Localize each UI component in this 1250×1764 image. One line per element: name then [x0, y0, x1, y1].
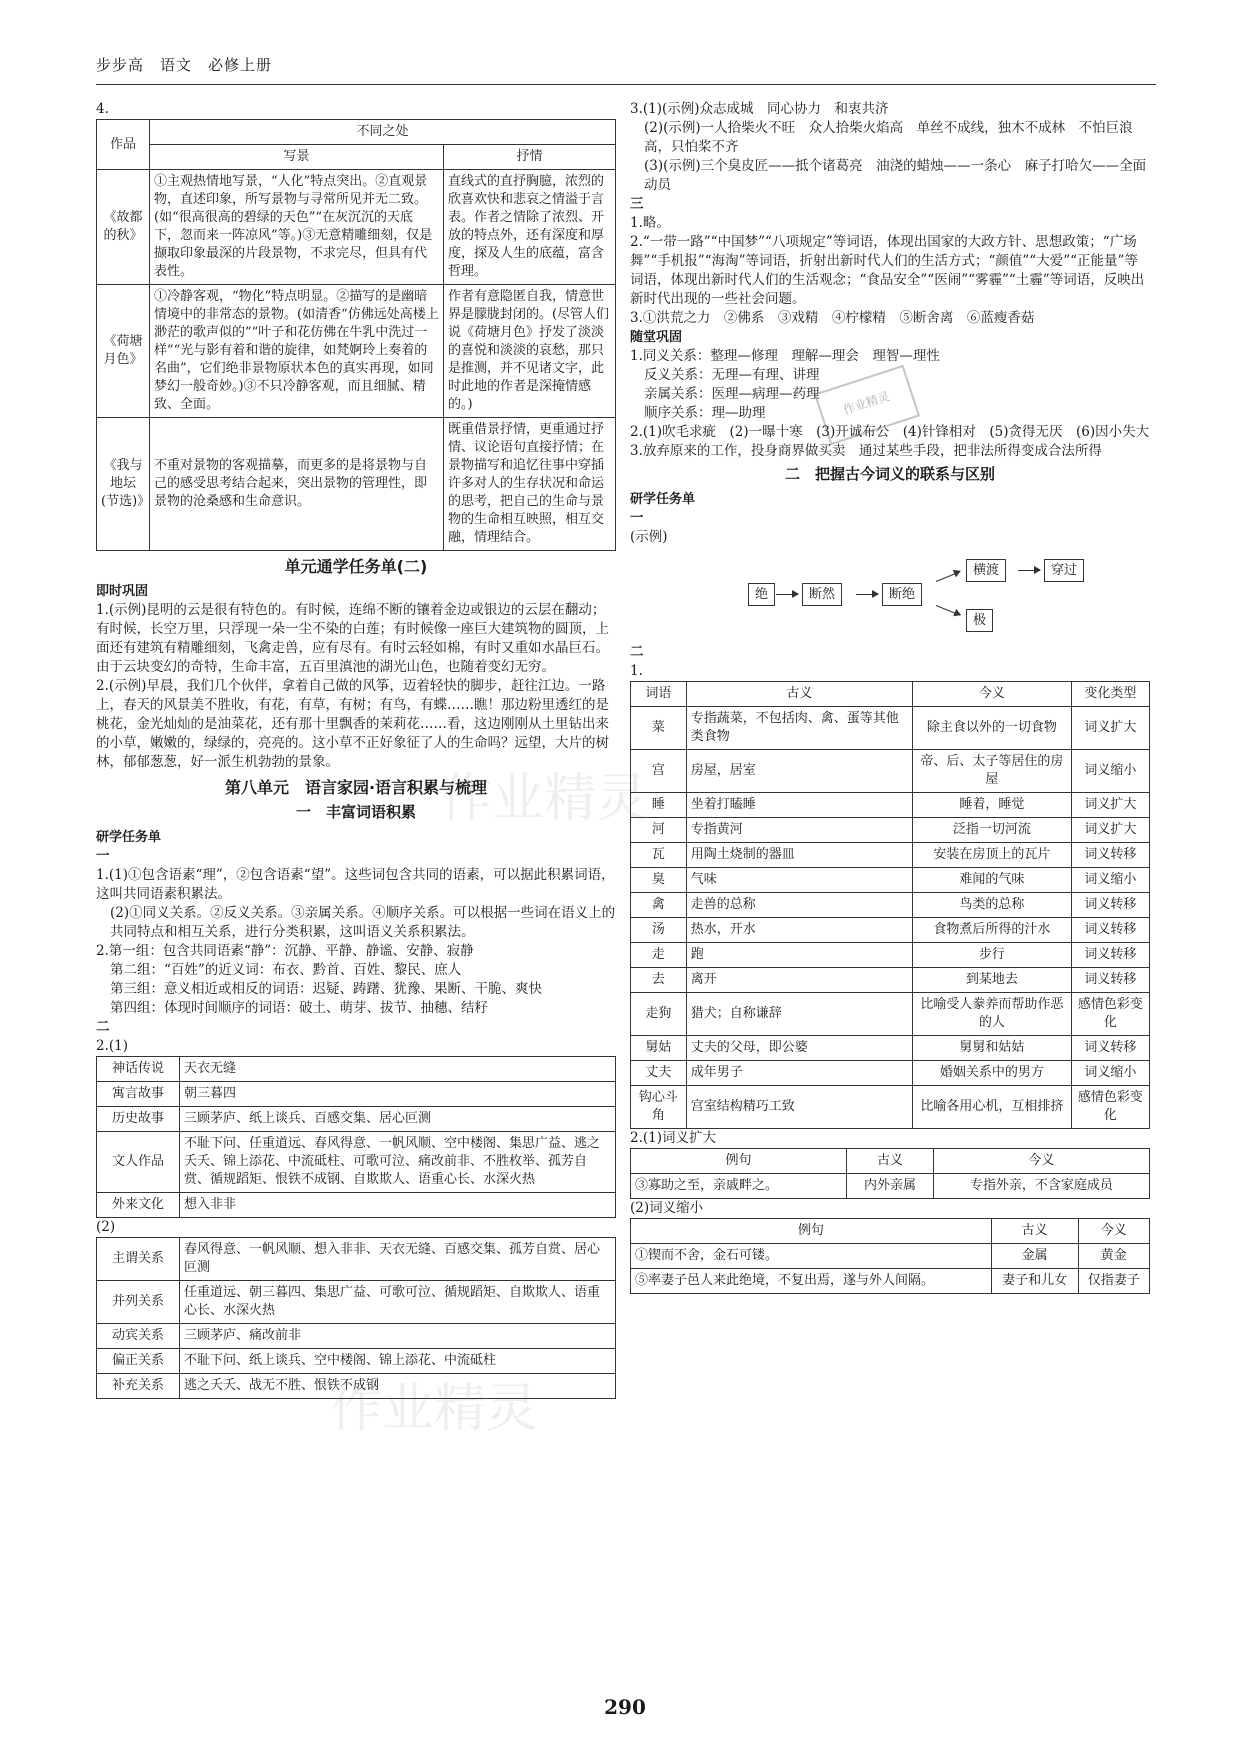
emotion-cell: 既重借景抒情，更重通过抒情、议论语句直接抒情；在景物描写和追忆往事中穿插许多对人的生存状况和命运的思考，把自己的生命与景物的生命相互映照，相互交融，情理结合。 — [443, 418, 615, 551]
table-row — [97, 1349, 616, 1374]
table-row — [631, 918, 1150, 943]
example-label: (示例) — [630, 529, 668, 545]
word-cell: 禽 — [631, 893, 687, 918]
col-header: 变化类型 — [1071, 682, 1149, 707]
type-cell: 词义缩小 — [1071, 1061, 1149, 1086]
table-row — [97, 418, 616, 551]
col-header: 古义 — [686, 682, 912, 707]
answer-line: 反义关系：无理—有理、讲理 — [644, 367, 820, 383]
table-row — [631, 1036, 1150, 1061]
table-row — [631, 993, 1150, 1036]
modern-cell: 鸟类的总称 — [912, 893, 1071, 918]
word-cell: 舅姑 — [631, 1036, 687, 1061]
answer-line: (2)(示例)一人拾柴火不旺 众人拾柴火焰高 单丝不成线，独木不成林 不怕巨浪高，只怕桨不齐 — [644, 120, 1133, 155]
unit-task-title: 单元通学任务单(二) — [284, 557, 428, 576]
type-cell: 词义转移 — [1071, 843, 1149, 868]
table-row — [97, 1281, 616, 1324]
ancient-cell: 宫室结构精巧工致 — [686, 1086, 912, 1129]
answer-line: 第三组：意义相近或相反的词语：迟疑、踌躇、犹豫、果断、干脆、爽快 — [110, 981, 542, 997]
source-table — [96, 1056, 616, 1218]
work-cell: 《故都的秋》 — [97, 170, 150, 285]
yanxue-heading: 研学任务单 — [630, 492, 696, 507]
table-row — [631, 893, 1150, 918]
type-cell: 词义缩小 — [1071, 868, 1149, 893]
value-cell: 不耻下问、任重道远、春风得意、一帆风顺、空中楼阁、集思广益、逃之夭夭、锦上添花、中流砥柱、可歌可泣、痛改前非、不胜枚举、孤芳自赏、循规蹈矩、恨铁不成钢、自欺欺人、语重心长、水深火热 — [180, 1132, 616, 1193]
scene-cell: ①冷静客观，“物化”特点明显。②描写的是幽暗情境中的非常态的景物。(如清香“仿佛远处高楼上渺茫的歌声似的”“叶子和花仿佛在牛乳中洗过一样”“光与影有着和谐的旋律，如梵婀玲上奏着的名曲”，它们绝非景物原状本色的真实再现，如同梦幻一般奇妙。)③不只冷静客观，而且细腻、精致、全面。 — [150, 285, 444, 418]
table-row — [631, 707, 1150, 750]
word-cell: 臭 — [631, 868, 687, 893]
value-cell: 三顾茅庐、纸上谈兵、百感交集、居心叵测 — [180, 1107, 616, 1132]
answer-line: 第二组：“百姓”的近义词：布衣、黔首、百姓、黎民、庶人 — [110, 962, 462, 978]
word-cell: 去 — [631, 968, 687, 993]
modern-cell: 舅舅和姑姑 — [912, 1036, 1071, 1061]
structure-table — [96, 1237, 616, 1399]
flow-node: 断然 — [802, 583, 842, 606]
work-cell: 《我与地坛(节选)》 — [97, 418, 150, 551]
stamp: 作业精灵 — [814, 365, 920, 445]
jishi-answer-2: 2.(示例)早晨，我们几个伙伴，拿着自己做的风筝，迈着轻快的脚步，赶往江边。一路上，春天的风景美不胜收，有花，有草，有树；有鸟，有蝶……瞧！那边粉里透红的是桃花，金光灿灿的是油菜花，还有那十里飘香的茉莉花……看，这边刚刚从土里钻出来的小草，嫩嫩的，绿绿的，亮亮的。这小草不正好象征了人的生命吗？远望，大片的树林，郁郁葱葱，好一派生机勃勃的景象。 — [96, 678, 609, 770]
key-cell: 寓言故事 — [97, 1082, 180, 1107]
ancient-cell: 专指黄河 — [686, 818, 912, 843]
col-header: 今义 — [1078, 1219, 1149, 1244]
ancient-cell: 走兽的总称 — [686, 893, 912, 918]
key-cell: 主谓关系 — [97, 1238, 180, 1281]
modern-cell: 专指外亲，不含家庭成员 — [933, 1174, 1149, 1199]
flow-arrow — [776, 594, 798, 595]
unit8-title: 第八单元 语言家园·语言积累与梳理 — [224, 778, 488, 797]
part-er: 二 — [630, 644, 644, 660]
table-row — [631, 750, 1150, 793]
table-row — [631, 868, 1150, 893]
modern-cell: 帝、后、太子等居住的房屋 — [912, 750, 1071, 793]
ancient-cell: 专指蔬菜，不包括肉、禽、蛋等其他类食物 — [686, 707, 912, 750]
header-rule — [96, 84, 1156, 85]
word-cell: 丈夫 — [631, 1061, 687, 1086]
table-row — [631, 1269, 1150, 1294]
word-cell: 汤 — [631, 918, 687, 943]
value-cell: 任重道远、朝三暮四、集思广益、可歌可泣、循规蹈矩、自欺欺人、语重心长、水深火热 — [180, 1281, 616, 1324]
modern-cell: 仅指妻子 — [1078, 1269, 1149, 1294]
page-header: 步步高 语文 必修上册 — [96, 56, 273, 74]
answer-line: 2.第一组：包含共同语素“静”：沉静、平静、静谧、安静、寂静 — [96, 943, 474, 959]
ancient-cell: 离开 — [686, 968, 912, 993]
answer-line: 3.放弃原来的工作，投身商界做买卖 通过某些手段，把非法所得变成合法所得 — [630, 443, 1102, 459]
modern-cell: 食物煮后所得的汁水 — [912, 918, 1071, 943]
ancient-cell: 内外亲属 — [847, 1174, 934, 1199]
table-row — [97, 1238, 616, 1281]
comparison-table — [96, 119, 616, 551]
ancient-cell: 成年男子 — [686, 1061, 912, 1086]
key-cell: 偏正关系 — [97, 1349, 180, 1374]
type-cell: 感情色彩变化 — [1071, 993, 1149, 1036]
table-row — [631, 1061, 1150, 1086]
part-san: 三 — [630, 196, 644, 212]
modern-cell: 睡着，睡觉 — [912, 793, 1071, 818]
word-change-table — [630, 681, 1150, 1129]
type-cell: 词义转移 — [1071, 918, 1149, 943]
flow-node: 断绝 — [882, 583, 922, 606]
emotion-cell: 作者有意隐匿自我，情意世界是朦胧封闭的。(尽管人们说《荷塘月色》抒发了淡淡的喜悦和淡淡的哀愁，那只是推测，并不见诸文字，此时此地的作者是深掩情感的。) — [443, 285, 615, 418]
section-1-title: 一 丰富词语积累 — [295, 803, 416, 821]
ancient-cell: 热水，开水 — [686, 918, 912, 943]
answer-line: 3.①洪荒之力 ②佛系 ③戏精 ④柠檬精 ⑤断舍离 ⑥蓝瘦香菇 — [630, 310, 1035, 326]
key-cell: 历史故事 — [97, 1107, 180, 1132]
key-cell: 文人作品 — [97, 1132, 180, 1193]
scene-cell: 不重对景物的客观描摹，而更多的是将景物与自己的感受思考结合起来，突出景物的管理性，即景物的沧桑感和生命意识。 — [150, 418, 444, 551]
value-cell: 春风得意、一帆风顺、想入非非、天衣无缝、百感交集、孤芳自赏、居心叵测 — [180, 1238, 616, 1281]
modern-cell: 除主食以外的一切食物 — [912, 707, 1071, 750]
key-cell: 动宾关系 — [97, 1324, 180, 1349]
type-cell: 感情色彩变化 — [1071, 1086, 1149, 1129]
table-row — [631, 1086, 1150, 1129]
answer-line: 1.同义关系：整理—修理 理解—理会 理智—理性 — [630, 348, 940, 364]
answer-line: (3)(示例)三个臭皮匠——抵个诸葛亮 油浇的蜡烛——一条心 麻子打哈欠——全面动员 — [644, 158, 1147, 193]
col-header: 今义 — [912, 682, 1071, 707]
ancient-cell: 妻子和儿女 — [991, 1269, 1078, 1294]
ancient-cell: 气味 — [686, 868, 912, 893]
flow-arrow — [1018, 570, 1040, 571]
word-cell: 河 — [631, 818, 687, 843]
modern-cell: 安装在房顶上的瓦片 — [912, 843, 1071, 868]
answer-line: (2)①同义关系。②反义关系。③亲属关系。④顺序关系。可以根据一些词在语义上的共同特点和相互关系，进行分类积累，这叫语义关系积累法。 — [110, 905, 616, 940]
modern-cell: 黄金 — [1078, 1244, 1149, 1269]
word-cell: 走狗 — [631, 993, 687, 1036]
scene-cell: ①主观热情地写景，“人化”特点突出。②直观景物，直述印象，所写景物与寻常所见并无二致。(如“很高很高的碧绿的天色”“在灰沉沉的天底下，忽而来一阵凉风”等。)③无意精雕细刻，仅是撷取印象最深的片段景物，不求完尽，但具有代表性。 — [150, 170, 444, 285]
flow-node: 穿过 — [1044, 559, 1084, 582]
type-cell: 词义转移 — [1071, 1036, 1149, 1061]
table-row — [631, 793, 1150, 818]
answer-line: 第四组：体现时间顺序的词语：破土、萌芽、拔节、抽穗、结籽 — [110, 1000, 488, 1016]
page-number: 290 — [604, 1695, 646, 1719]
flow-arrow — [856, 594, 878, 595]
answer-line: 顺序关系：理—助理 — [644, 405, 766, 421]
flow-node: 横渡 — [966, 559, 1006, 582]
table-row — [631, 968, 1150, 993]
type-cell: 词义扩大 — [1071, 707, 1149, 750]
table5-label: 2.(1)词义扩大 — [630, 1130, 717, 1146]
part-er: 二 — [96, 1019, 110, 1035]
type-cell: 词义转移 — [1071, 943, 1149, 968]
example-cell: ⑤率妻子邑人来此绝境，不复出焉，遂与外人间隔。 — [631, 1269, 992, 1294]
part-yi: 一 — [630, 510, 644, 526]
col-header: 例句 — [631, 1219, 992, 1244]
answer-line: 2.“一带一路”“中国梦”“八项规定”等词语，体现出国家的大政方针、思想政策；“广场舞”“手机报”“海淘”等词语，折射出新时代人们的生活方式；“颜值”“大爱”“正能量”等词语，体现出新时代人们的生活观念；“食品安全”“医闹”“雾霾”“土霾”等词语，反映出新时代出现的一些社会问题。 — [630, 234, 1145, 307]
watermark: 作业精灵 — [440, 769, 649, 829]
key-cell: 并列关系 — [97, 1281, 180, 1324]
table-row — [631, 843, 1150, 868]
answer-line: 亲属关系：医理—病理—药理 — [644, 386, 820, 402]
col-header: 古义 — [847, 1149, 934, 1174]
value-cell: 想入非非 — [180, 1193, 616, 1218]
part-yi: 一 — [96, 848, 110, 864]
col-header: 今义 — [933, 1149, 1149, 1174]
table-row — [97, 285, 616, 418]
word-meaning-flow — [630, 555, 1150, 635]
answer-line: 2.(1)吹毛求疵 (2)一曝十寒 (3)开诚布公 (4)针锋相对 (5)贪得无厌 (6)因小失大 — [630, 424, 1150, 440]
type-cell: 词义转移 — [1071, 968, 1149, 993]
ancient-cell: 丈夫的父母，即公婆 — [686, 1036, 912, 1061]
type-cell: 词义扩大 — [1071, 793, 1149, 818]
modern-cell: 难闻的气味 — [912, 868, 1071, 893]
table-row — [97, 1082, 616, 1107]
section-2-title: 二 把握古今词义的联系与区别 — [784, 465, 995, 483]
value-cell: 不耻下问、纸上谈兵、空中楼阁、锦上添花、中流砥柱 — [180, 1349, 616, 1374]
table-row — [631, 1244, 1150, 1269]
type-cell: 词义缩小 — [1071, 750, 1149, 793]
ancient-cell: 房屋，居室 — [686, 750, 912, 793]
table6-label: (2)词义缩小 — [630, 1200, 704, 1216]
q4-number: 4. — [96, 101, 109, 117]
key-cell: 神话传说 — [97, 1057, 180, 1082]
suitang-heading: 随堂巩固 — [630, 330, 683, 345]
flow-node: 绝 — [748, 583, 775, 606]
word-cell: 瓦 — [631, 843, 687, 868]
table4-label: 1. — [630, 663, 643, 679]
answer-line: 1.(1)①包含语素“理”，②包含语素“望”。这些词包含共同的语素，可以据此积累词语，这叫共同语素积累法。 — [96, 867, 615, 902]
word-cell: 钩心斗角 — [631, 1086, 687, 1129]
value-cell: 三顾茅庐、痛改前非 — [180, 1324, 616, 1349]
ancient-cell: 用陶土烧制的器皿 — [686, 843, 912, 868]
th-emotion: 抒情 — [443, 145, 615, 170]
narrowing-table — [630, 1218, 1150, 1294]
table-row — [97, 1193, 616, 1218]
table-row — [97, 1132, 616, 1193]
flow-node: 极 — [966, 609, 993, 632]
table-row — [97, 170, 616, 285]
right-column — [630, 100, 1150, 1294]
left-column — [96, 100, 616, 1399]
word-cell: 菜 — [631, 707, 687, 750]
work-cell: 《荷塘月色》 — [97, 285, 150, 418]
yanxue-heading: 研学任务单 — [96, 830, 162, 845]
modern-cell: 婚姻关系中的男方 — [912, 1061, 1071, 1086]
table-row — [631, 1174, 1150, 1199]
table2-label: 2.(1) — [96, 1038, 129, 1054]
example-cell: ③寡助之至，亲戚畔之。 — [631, 1174, 847, 1199]
example-cell: ①锲而不舍，金石可镂。 — [631, 1244, 992, 1269]
table-row — [631, 818, 1150, 843]
modern-cell: 比喻受人豢养而帮助作恶的人 — [912, 993, 1071, 1036]
type-cell: 词义转移 — [1071, 893, 1149, 918]
table-row — [97, 1324, 616, 1349]
col-header: 词语 — [631, 682, 687, 707]
watermark: 作业精灵 — [330, 1379, 539, 1439]
value-cell: 朝三暮四 — [180, 1082, 616, 1107]
table3-label: (2) — [96, 1219, 116, 1235]
modern-cell: 泛指一切河流 — [912, 818, 1071, 843]
col-header: 例句 — [631, 1149, 847, 1174]
th-work: 作品 — [97, 120, 150, 170]
key-cell: 补充关系 — [97, 1374, 180, 1399]
flow-arrow — [936, 605, 960, 616]
jishi-answer-1: 1.(示例)昆明的云是很有特色的。有时候，连绵不断的镶着金边或银边的云层在翻动；有时候，长空万里，只浮现一朵一尘不染的白莲；有时候像一座巨大建筑物的圆顶，上面还有建筑有精雕细刻，飞禽走兽，应有尽有。有时云轻如棉，有时又重如水晶巨石。由于云块变幻的奇特，生命丰富，五百里滇池的湖光山色，也随着变幻无穷。 — [96, 602, 609, 675]
modern-cell: 步行 — [912, 943, 1071, 968]
ancient-cell: 跑 — [686, 943, 912, 968]
expansion-table — [630, 1148, 1150, 1199]
key-cell: 外来文化 — [97, 1193, 180, 1218]
word-cell: 睡 — [631, 793, 687, 818]
th-diff: 不同之处 — [150, 120, 616, 145]
modern-cell: 比喻各用心机，互相排挤 — [912, 1086, 1071, 1129]
answer-line: 1.略。 — [630, 215, 670, 231]
col-header: 古义 — [991, 1219, 1078, 1244]
ancient-cell: 猎犬；自称谦辞 — [686, 993, 912, 1036]
value-cell: 天衣无缝 — [180, 1057, 616, 1082]
word-cell: 宫 — [631, 750, 687, 793]
th-scene: 写景 — [150, 145, 444, 170]
table-row — [97, 1107, 616, 1132]
jishi-heading: 即时巩固 — [96, 584, 149, 599]
ancient-cell: 金属 — [991, 1244, 1078, 1269]
flow-arrow — [936, 571, 960, 582]
type-cell: 词义扩大 — [1071, 818, 1149, 843]
emotion-cell: 直线式的直抒胸臆，浓烈的欣喜欢快和悲哀之情溢于言表。作者之情除了浓烈、开放的特点外，还有深度和厚度，探及人生的底蕴，富含哲理。 — [443, 170, 615, 285]
word-cell: 走 — [631, 943, 687, 968]
modern-cell: 到某地去 — [912, 968, 1071, 993]
table-row — [631, 943, 1150, 968]
table-row — [97, 1057, 616, 1082]
value-cell: 逃之夭夭、战无不胜、恨铁不成钢 — [180, 1374, 616, 1399]
answer-line: 3.(1)(示例)众志成城 同心协力 和衷共济 — [630, 101, 889, 117]
ancient-cell: 坐着打瞌睡 — [686, 793, 912, 818]
